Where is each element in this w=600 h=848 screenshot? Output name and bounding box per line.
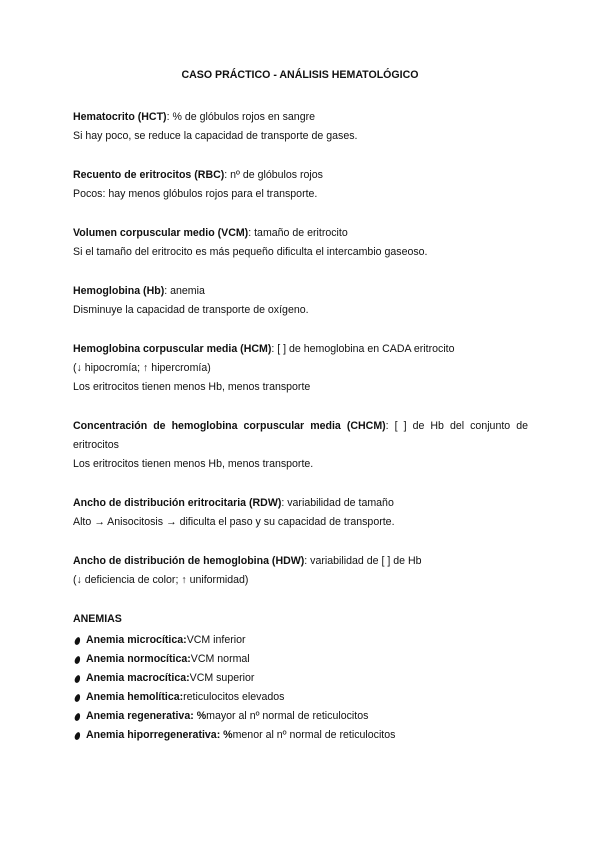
section-hcm (73, 340, 528, 397)
anemia-term: Anemia hemolítica: (86, 691, 184, 703)
term-label: Concentración de hemoglobina corpuscular media (CHCM) (73, 420, 386, 432)
term-label: Ancho de distribución de hemoglobina (HDW) (73, 555, 305, 567)
section-heading-line (73, 494, 528, 513)
bullet-icon (74, 693, 81, 702)
term-description: : % de glóbulos rojos en sangre (166, 111, 315, 123)
anemia-desc: reticulocitos elevados (183, 691, 285, 703)
section-heading-line (73, 340, 528, 359)
anemia-term: Anemia regenerativa: % (86, 710, 207, 722)
term-label: Hematocrito (HCT) (73, 111, 167, 123)
section-rdw (73, 494, 528, 532)
term-label: Hemoglobina (Hb) (73, 285, 165, 297)
anemia-term: Anemia macrocítica: (86, 672, 190, 684)
term-description: : [ ] de hemoglobina en CADA eritrocito (271, 343, 455, 355)
explanation-line: Los eritrocitos tienen menos Hb, menos transporte. (73, 458, 314, 470)
list-item (73, 707, 528, 726)
list-item (73, 669, 528, 688)
term-label: Hemoglobina corpuscular media (HCM) (73, 343, 272, 355)
bullet-icon (74, 636, 81, 645)
anemia-desc: VCM normal (190, 653, 250, 665)
anemias-heading: ANEMIAS (73, 613, 122, 625)
bullet-icon (74, 712, 81, 721)
page-title: CASO PRÁCTICO - ANÁLISIS HEMATOLÓGICO (181, 69, 419, 81)
section-heading-line (73, 166, 528, 185)
section-hdw (73, 552, 528, 590)
term-description: : nº de glóbulos rojos (224, 169, 323, 181)
explanation-line: Si el tamaño del eritrocito es más pequeño dificulta el intercambio gaseoso. (73, 246, 428, 258)
section-heading-line (73, 417, 528, 436)
term-label: Ancho de distribución eritrocitaria (RDW) (73, 497, 282, 509)
section-hct (73, 108, 528, 146)
term-label: Recuento de eritrocitos (RBC) (73, 169, 225, 181)
section-rbc (73, 166, 528, 204)
list-item (73, 631, 528, 650)
list-item (73, 650, 528, 669)
anemia-term: Anemia microcítica: (86, 634, 187, 646)
bullet-icon (74, 731, 81, 740)
bullet-icon (74, 655, 81, 664)
section-chcm (73, 417, 528, 474)
anemia-desc: menor al nº normal de reticulocitos (232, 729, 396, 741)
term-description: : anemia (164, 285, 205, 297)
term-description: : variabilidad de [ ] de Hb (304, 555, 422, 567)
list-item (73, 688, 528, 707)
section-heading-line (73, 282, 528, 301)
explanation-line: Disminuye la capacidad de transporte de oxígeno. (73, 304, 309, 316)
term-description: : variabilidad de tamaño (281, 497, 394, 509)
anemia-term: Anemia hiporregenerativa: % (86, 729, 233, 741)
bullet-icon (74, 674, 81, 683)
anemia-term: Anemia normocítica: (86, 653, 191, 665)
anemia-desc: VCM inferior (186, 634, 246, 646)
anemia-desc: VCM superior (189, 672, 255, 684)
document-body (73, 108, 528, 765)
term-description: : tamaño de eritrocito (248, 227, 348, 239)
explanation-line: Los eritrocitos tienen menos Hb, menos transporte (73, 381, 311, 393)
section-vcm (73, 224, 528, 262)
anemias-list (73, 631, 528, 745)
explanation-line: Pocos: hay menos glóbulos rojos para el transporte. (73, 188, 318, 200)
explanation-line: Alto → Anisocitosis → dificulta el paso y su capacidad de transporte. (73, 516, 395, 528)
section-heading-line (73, 552, 528, 571)
term-description: : [ ] de Hb del conjunto de (385, 420, 528, 432)
section-anemias (73, 610, 528, 745)
list-item (73, 726, 528, 745)
section-hb (73, 282, 528, 320)
anemia-desc: mayor al nº normal de reticulocitos (206, 710, 369, 722)
explanation-line: Si hay poco, se reduce la capacidad de transporte de gases. (73, 130, 358, 142)
note-line: (↓ hipocromía; ↑ hipercromía) (73, 362, 211, 374)
section-heading-line (73, 224, 528, 243)
section-heading-line (73, 108, 528, 127)
note-line: (↓ deficiencia de color; ↑ uniformidad) (73, 574, 249, 586)
continuation-line: eritrocitos (73, 439, 119, 451)
term-label: Volumen corpuscular medio (VCM) (73, 227, 249, 239)
